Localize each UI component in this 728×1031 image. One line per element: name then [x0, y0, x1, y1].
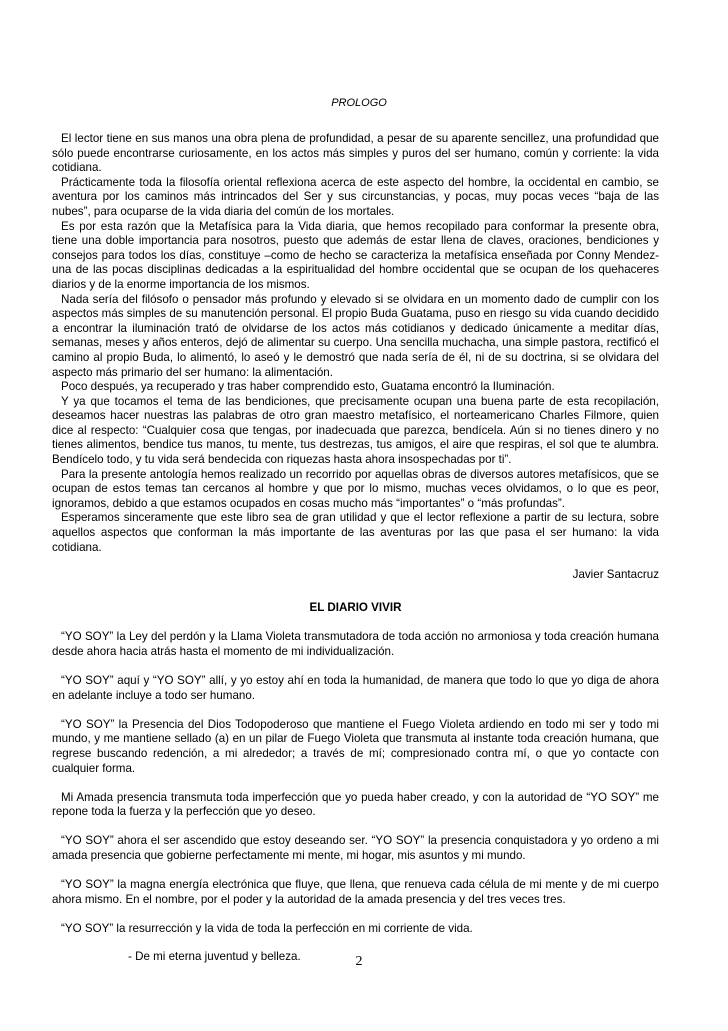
prologue-paragraph: Prácticamente toda la filosofía oriental reflexiona acerca de este aspecto del hombre, la occidental en cambio, se aventura por los caminos más intrincados del Ser y sus circunstancias, y pocas, muy pocas veces “baja de las nubes”, para ocuparse de la vida diaria del común de los mortales. [52, 175, 659, 218]
prologue-paragraph: Nada sería del filósofo o pensador más profundo y elevado si se olvidara en un momento dado de cumplir con los aspectos más simples de su manutención personal. El propio Buda Guatama, puso en riesgo su vida cuando decidido a encontrar la iluminación trató de olvidarse de los actos más cotidianos y dedicado únicamente a meditar días, semanas, meses y años enteros, dejó de alimentar su cuerpo. Una sencilla muchacha, una simple pastora, rectificó el camino al propio Buda, lo alimentó, lo aseó y le demostró que nada sería de él, ni de su doctrina, si se olvidara del aspecto más primario del ser humano: la alimentación. [52, 292, 659, 379]
prologue-paragraph: Para la presente antología hemos realizado un recorrido por aquellas obras de diversos autores metafísicos, que se ocupan de estos temas tan cercanos al hombre y que por lo mismo, muchas veces olvidamos, o lo que es peor, ignoramos, debido a que estamos ocupados en cosas mucho más “importantes” o “más profundas”. [52, 467, 659, 510]
decree-paragraph: “YO SOY” la Presencia del Dios Todopoderoso que mantiene el Fuego Violeta ardiendo en todo mi ser y todo mi mundo, y me mantiene sellado (a) en un pilar de Fuego Violeta que transmuta al instante toda creación humana, que regrese buscando redención, a mi alrededor; a través de mí; compresionado contra mí, o que yo contacte con cualquier forma. [52, 717, 659, 775]
decree-paragraph: “YO SOY” aquí y “YO SOY” allí, y yo estoy ahí en toda la humanidad, de manera que todo lo que yo diga de ahora en adelante incluye a todo ser humano. [52, 674, 659, 702]
prologue-paragraph: Poco después, ya recuperado y tras haber comprendido esto, Guatama encontró la Iluminación. [61, 380, 555, 394]
subtitle-note: - De mi eterna juventud y belleza. [128, 949, 301, 963]
decree-paragraph: “YO SOY” la Ley del perdón y la Llama Violeta transmutadora de toda acción no armoniosa y toda creación humana desde ahora hacia atrás hasta el momento de mi individualización. [52, 630, 659, 658]
decree-paragraph: “YO SOY” ahora el ser ascendido que estoy deseando ser. “YO SOY” la presencia conquistadora y yo ordeno a mi amada presencia que gobierne perfectamente mi mente, mi hogar, mis asuntos y mi mundo. [52, 834, 659, 862]
decree-paragraph: Mi Amada presencia transmuta toda imperfección que yo pueda haber creado, y con la autoridad de “YO SOY” me repone toda la fuerza y la perfección que yo deseo. [52, 790, 659, 819]
prologue-paragraph: Es por esta razón que la Metafísica para la Vida diaria, que hemos recopilado para conformar la presente obra, tiene una doble importancia para nosotros, puesto que además de estar llena de claves, oraciones, bendiciones y consejos para todos los días, constituye –como de hecho se caracteriza la metafísica enseñada por Conny Mendez- una de las pocas disciplinas dedicadas a la espiritualidad del hombre occidental que se ocupan de los quehaceres diarios y de la enorme importancia de los mismos. [52, 219, 659, 291]
decree-paragraph: “YO SOY” la resurrección y la vida de toda la perfección en mi corriente de vida. [61, 921, 473, 935]
section-title: EL DIARIO VIVIR [309, 600, 402, 614]
prologue-title: PROLOGO [331, 97, 387, 109]
document-body [52, 132, 659, 964]
page-number: 2 [355, 954, 363, 969]
author-signature: Javier Santacruz [572, 568, 659, 582]
decree-paragraph: “YO SOY” la magna energía electrónica que fluye, que llena, que renueva cada célula de mi mente y de mi cuerpo ahora mismo. En el nombre, por el poder y la autoridad de la amada presencia y del tres veces tres. [52, 878, 659, 906]
prologue-paragraph: Esperamos sinceramente que este libro sea de gran utilidad y que el lector reflexione a partir de su lectura, sobre aquellos aspectos que conforman la más importante de las aventuras por las que pasa el ser humano: la vida cotidiana. [52, 511, 659, 554]
prologue-paragraph: Y ya que tocamos el tema de las bendiciones, que precisamente ocupan una buena parte de esta recopilación, deseamos hacer nuestras las palabras de otro gran maestro metafísico, el norteamericano Charles Filmore, quien dice al respecto: “Cualquier cosa que tengas, por inadecuada que parezca, bendícela. Aún si no tienes dinero y no tienes alimentos, bendice tus manos, tu mente, tus destrezas, tus amigos, el aire que respiras, el sol que te alumbra. Bendícelo todo, y tu vida será bendecida con riquezas hasta ahora insospechadas por ti”. [52, 394, 659, 467]
prologue-paragraph: El lector tiene en sus manos una obra plena de profundidad, a pesar de su aparente sencillez, una profundidad que sólo puede encontrarse curiosamente, en los actos más simples y puros del ser humano, común y corriente: la vida cotidiana. [52, 132, 659, 175]
